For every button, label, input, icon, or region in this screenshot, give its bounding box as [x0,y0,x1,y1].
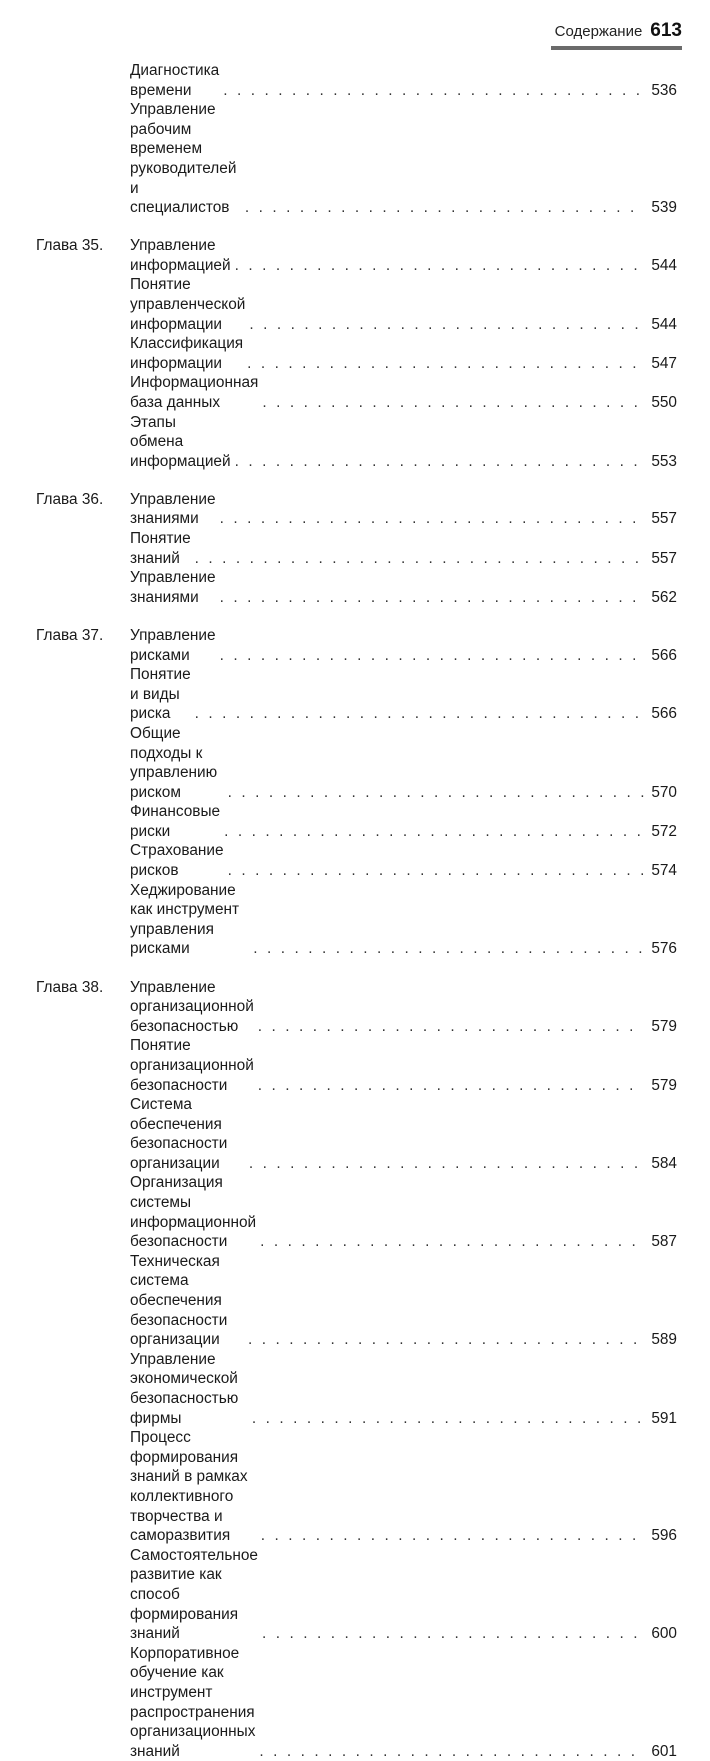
toc-entry-title [130,236,231,275]
toc-entry-body [130,724,677,802]
toc-dot-leader [224,822,644,842]
table-of-contents [36,61,677,1761]
toc-page-number: 539 [647,198,677,218]
toc-entry-title [130,1173,256,1251]
toc-entry-title-line: Диагностика времени [130,61,219,100]
toc-dot-leader [228,783,644,803]
toc-chapter-label: Глава 38. [36,978,130,998]
toc-entry-body [130,1428,677,1546]
toc-page-number: 584 [647,1154,677,1174]
toc-entry-title-line: Финансовые риски [130,802,220,841]
toc-entry [36,100,677,218]
toc-chapter-label: Глава 37. [36,626,130,646]
toc-entry [36,1546,677,1644]
toc-dot-leader [223,81,644,101]
toc-page-number: 600 [647,1624,677,1644]
toc-page-number: 557 [647,549,677,569]
toc-entry-title-line: распространения организационных знаний [130,1703,255,1761]
toc-entry-body [130,978,677,1037]
toc-page-number: 544 [647,315,677,335]
toc-chapter-entry [36,236,677,275]
toc-dot-leader [260,1232,644,1252]
toc-entry-title [130,665,191,724]
toc-entry-title [130,1644,255,1761]
toc-entry-title-line: Понятие и виды риска [130,665,191,724]
toc-entry-title-line: Управление знаниями [130,568,216,607]
toc-page-number: 576 [647,939,677,959]
toc-dot-leader [220,646,644,666]
toc-entry-title-line: Система обеспечения безопасности организации [130,1095,245,1173]
toc-entry-body [130,275,677,334]
toc-entry-body [130,1644,677,1761]
toc-entry [36,61,677,100]
toc-entry-title-line: Управление рабочим временем руководителей [130,100,241,178]
toc-entry-body [130,802,677,841]
toc-entry-title [130,978,254,1037]
toc-page-number: 566 [647,646,677,666]
toc-page-number: 536 [647,81,677,101]
toc-entry-title [130,881,249,959]
toc-entry-title [130,724,224,802]
toc-entry [36,1252,677,1350]
toc-entry-title-line: Управление экономической безопасностью фирмы [130,1350,248,1428]
toc-dot-leader [259,1742,644,1761]
toc-entry-title-line: Классификация информации [130,334,243,373]
toc-entry-body [130,413,677,472]
toc-dot-leader [195,704,644,724]
toc-entry-title [130,1252,244,1350]
toc-entry [36,881,677,959]
toc-entry [36,1350,677,1428]
toc-entry-title [130,841,224,880]
toc-entry-body [130,841,677,880]
toc-entry-title-line: Информационная база данных [130,373,258,412]
toc-entry-title-line: Управление знаниями [130,490,216,529]
toc-chapter-label: Глава 36. [36,490,130,510]
toc-entry-body [130,490,677,529]
toc-dot-leader [258,1017,644,1037]
toc-dot-leader [228,861,644,881]
header-page-number: 613 [650,20,682,42]
toc-entry-title [130,413,231,472]
toc-page-number: 544 [647,256,677,276]
toc-page-number: 587 [647,1232,677,1252]
toc-entry-body [130,100,677,218]
toc-entry [36,665,677,724]
toc-entry [36,529,677,568]
toc-chapter-entry [36,978,677,1037]
toc-entry-title [130,275,245,334]
toc-entry-title-line: Понятие управленческой информации [130,275,245,334]
running-header [551,20,682,50]
toc-page-number: 589 [647,1330,677,1350]
toc-entry [36,568,677,607]
toc-entry-body [130,665,677,724]
toc-dot-leader [252,1409,644,1429]
toc-page-number: 570 [647,783,677,803]
toc-dot-leader [220,588,644,608]
toc-entry-title-line: организации [130,1330,244,1350]
toc-dot-leader [261,1526,644,1546]
toc-page-number: 566 [647,704,677,724]
toc-entry-title-line: Страхование рисков [130,841,224,880]
toc-entry [36,1428,677,1546]
toc-page-number: 591 [647,1409,677,1429]
toc-entry-title-line: Этапы обмена информацией [130,413,231,472]
toc-dot-leader [235,452,644,472]
toc-dot-leader [245,198,644,218]
toc-entry [36,802,677,841]
toc-entry-body [130,373,677,412]
toc-entry-title [130,373,258,412]
toc-entry-body [130,1546,677,1644]
toc-entry [36,1644,677,1761]
toc-dot-leader [247,354,644,374]
toc-entry-title [130,529,191,568]
toc-entry [36,841,677,880]
toc-entry-body [130,1036,677,1095]
toc-entry-title [130,1546,258,1644]
toc-page-number: 601 [647,1742,677,1761]
toc-entry-body [130,1350,677,1428]
toc-entry-title-line: и специалистов [130,179,241,218]
toc-dot-leader [262,393,644,413]
toc-chapter-entry [36,490,677,529]
toc-dot-leader [249,1154,644,1174]
toc-entry-body [130,529,677,568]
toc-entry-title-line: Управление информацией [130,236,231,275]
toc-entry-body [130,626,677,665]
toc-page-number: 547 [647,354,677,374]
toc-entry-title [130,802,220,841]
toc-page-number: 562 [647,588,677,608]
toc-entry-body [130,1173,677,1251]
toc-dot-leader [258,1076,644,1096]
toc-entry-title-line: Организация системы информационной безопасности [130,1173,256,1251]
toc-entry-title-line: Понятие знаний [130,529,191,568]
toc-dot-leader [220,509,644,529]
toc-page-number: 553 [647,452,677,472]
toc-chapter-label: Глава 35. [36,236,130,256]
toc-entry [36,1095,677,1173]
toc-entry-title-line: Корпоративное обучение как инструмент [130,1644,255,1703]
toc-dot-leader [235,256,644,276]
toc-entry-body [130,1095,677,1173]
toc-entry-body [130,881,677,959]
toc-entry-title [130,490,216,529]
toc-dot-leader [262,1624,644,1644]
toc-entry-title-line: Самостоятельное развитие как способ формирования [130,1546,258,1624]
toc-entry-title [130,1036,254,1095]
toc-entry [36,373,677,412]
toc-page-number: 550 [647,393,677,413]
toc-entry-title [130,1428,257,1546]
toc-dot-leader [248,1330,644,1350]
toc-page-number: 572 [647,822,677,842]
toc-entry-body [130,334,677,373]
toc-entry-body [130,568,677,607]
toc-entry-title-line: знаний [130,1624,258,1644]
toc-page-number: 579 [647,1017,677,1037]
toc-entry-title-line: творчества и саморазвития [130,1507,257,1546]
toc-chapter-entry [36,626,677,665]
toc-page-number: 557 [647,509,677,529]
toc-entry [36,413,677,472]
toc-entry-title [130,61,219,100]
toc-entry [36,724,677,802]
toc-page-number: 596 [647,1526,677,1546]
toc-entry-body [130,1252,677,1350]
toc-entry-title-line: Хеджирование как инструмент управления рисками [130,881,249,959]
toc-entry-body [130,236,677,275]
toc-entry-title-line: Управление рисками [130,626,216,665]
header-section-title: Содержание [555,23,643,40]
toc-entry [36,1036,677,1095]
toc-entry [36,334,677,373]
toc-entry-title-line: Общие подходы к управлению риском [130,724,224,802]
toc-dot-leader [249,315,644,335]
toc-entry-title [130,1350,248,1428]
toc-entry-title [130,334,243,373]
toc-dot-leader [195,549,644,569]
toc-entry-title [130,568,216,607]
toc-entry-title [130,1095,245,1173]
toc-entry-title-line: Понятие организационной безопасности [130,1036,254,1095]
toc-entry-title-line: Управление организационной безопасностью [130,978,254,1037]
toc-entry-title [130,626,216,665]
toc-entry [36,275,677,334]
toc-page-number: 574 [647,861,677,881]
toc-entry-title-line: Техническая система обеспечения безопасности [130,1252,244,1330]
toc-entry-title-line: Процесс формирования знаний в рамках коллективного [130,1428,257,1506]
toc-entry-title [130,100,241,218]
toc-entry-body [130,61,677,100]
toc-page-number: 579 [647,1076,677,1096]
toc-entry [36,1173,677,1251]
toc-dot-leader [253,939,644,959]
